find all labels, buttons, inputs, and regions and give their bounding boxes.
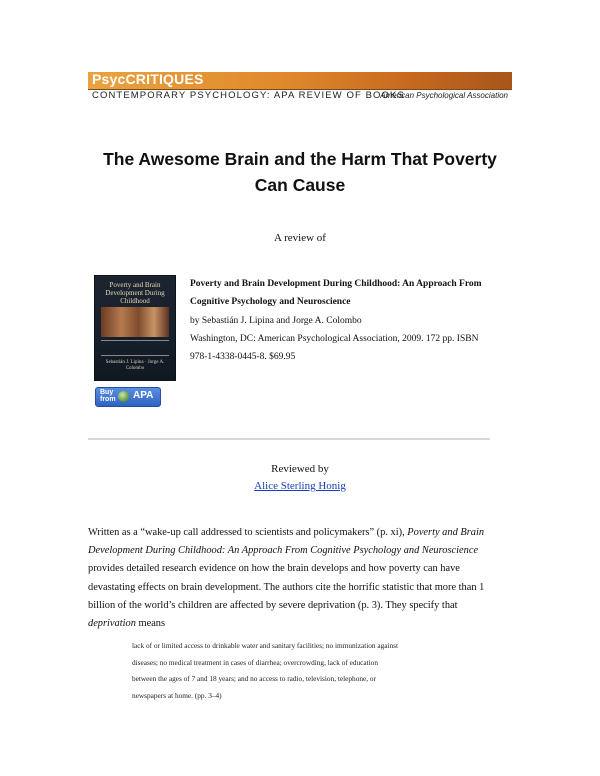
- from-word: from: [100, 396, 116, 403]
- book-publication-info: [190, 330, 490, 366]
- publisher-name: American Psychological Association: [380, 91, 508, 100]
- globe-icon: [118, 391, 129, 402]
- book-cover: [94, 275, 176, 381]
- cover-image: [101, 307, 169, 337]
- banner-subtitle-strip: [88, 89, 512, 103]
- book-pub-line-1: Washington, DC: American Psychological Association, 2009. 172 pp. ISBN: [190, 334, 479, 344]
- reviewed-by-label: Reviewed by: [271, 463, 329, 475]
- book-title-line-1: Poverty and Brain Development During Childhood: An Approach From: [190, 279, 482, 289]
- psyccritiques-banner: [88, 72, 512, 102]
- block-quote: [132, 638, 472, 704]
- article-title: [80, 146, 520, 198]
- quote-line: newspapers at home. (pp. 3–4): [132, 690, 222, 700]
- banner-subtitle: CONTEMPORARY PSYCHOLOGY: APA REVIEW OF BOOKS: [92, 90, 405, 101]
- book-pub-line-2: 978-1-4338-0445-8. $69.95: [190, 352, 296, 362]
- banner-brand-strip: [88, 72, 512, 89]
- book-title-line-2: Cognitive Psychology and Neuroscience: [190, 297, 351, 307]
- quote-line: between the ages of 7 and 18 years; and no access to radio, television, telephone, or: [132, 674, 376, 684]
- brand-logo: PsycCRITIQUES: [92, 71, 204, 87]
- review-of-label: A review of: [274, 232, 326, 244]
- book-authors: by Sebastián J. Lipina and Jorge A. Colombo: [190, 316, 362, 326]
- body-text: provides detailed research evidence on how the brain develops and how poverty can have devastating effects on brain development. The authors cite the horrific statistic that more than 1 billion of the world’s children are affected by severe deprivation (p. 3). They specify that: [88, 563, 485, 611]
- cover-authors: Sebastián J. Lipina · Jorge A. Colombo: [105, 360, 165, 371]
- body-text: Written as a “wake-up call addressed to scientists and policymakers” (p. xi),: [88, 527, 408, 538]
- quote-line: diseases; no medical treatment in cases of diarrhea; overcrowding, lack of education: [132, 657, 378, 667]
- cover-title: Poverty and Brain Development During Childhood: [105, 281, 165, 305]
- cover-subtitle-band: [101, 340, 169, 356]
- article-title-line-1: The Awesome Brain and the Harm That Poverty: [103, 149, 497, 169]
- body-text: means: [135, 618, 166, 630]
- buy-from-apa-button[interactable]: [95, 387, 161, 407]
- reviewer-link[interactable]: Alice Sterling Honig: [254, 480, 346, 492]
- body-book-title: Poverty and Brain Development During Childhood: An Approach From Cognitive Psychology and Neuroscience: [88, 527, 485, 557]
- buy-word: Buy: [100, 389, 114, 396]
- body-term: deprivation: [88, 618, 136, 630]
- quote-line: lack of or limited access to drinkable water and sanitary facilities; no immunization against: [132, 641, 399, 650]
- buy-button-label: APA: [133, 390, 154, 401]
- book-title: [190, 275, 490, 311]
- article-title-line-2: Can Cause: [254, 175, 346, 195]
- divider: [88, 438, 490, 440]
- buy-button-words: [100, 389, 116, 403]
- body-paragraph: [88, 524, 500, 633]
